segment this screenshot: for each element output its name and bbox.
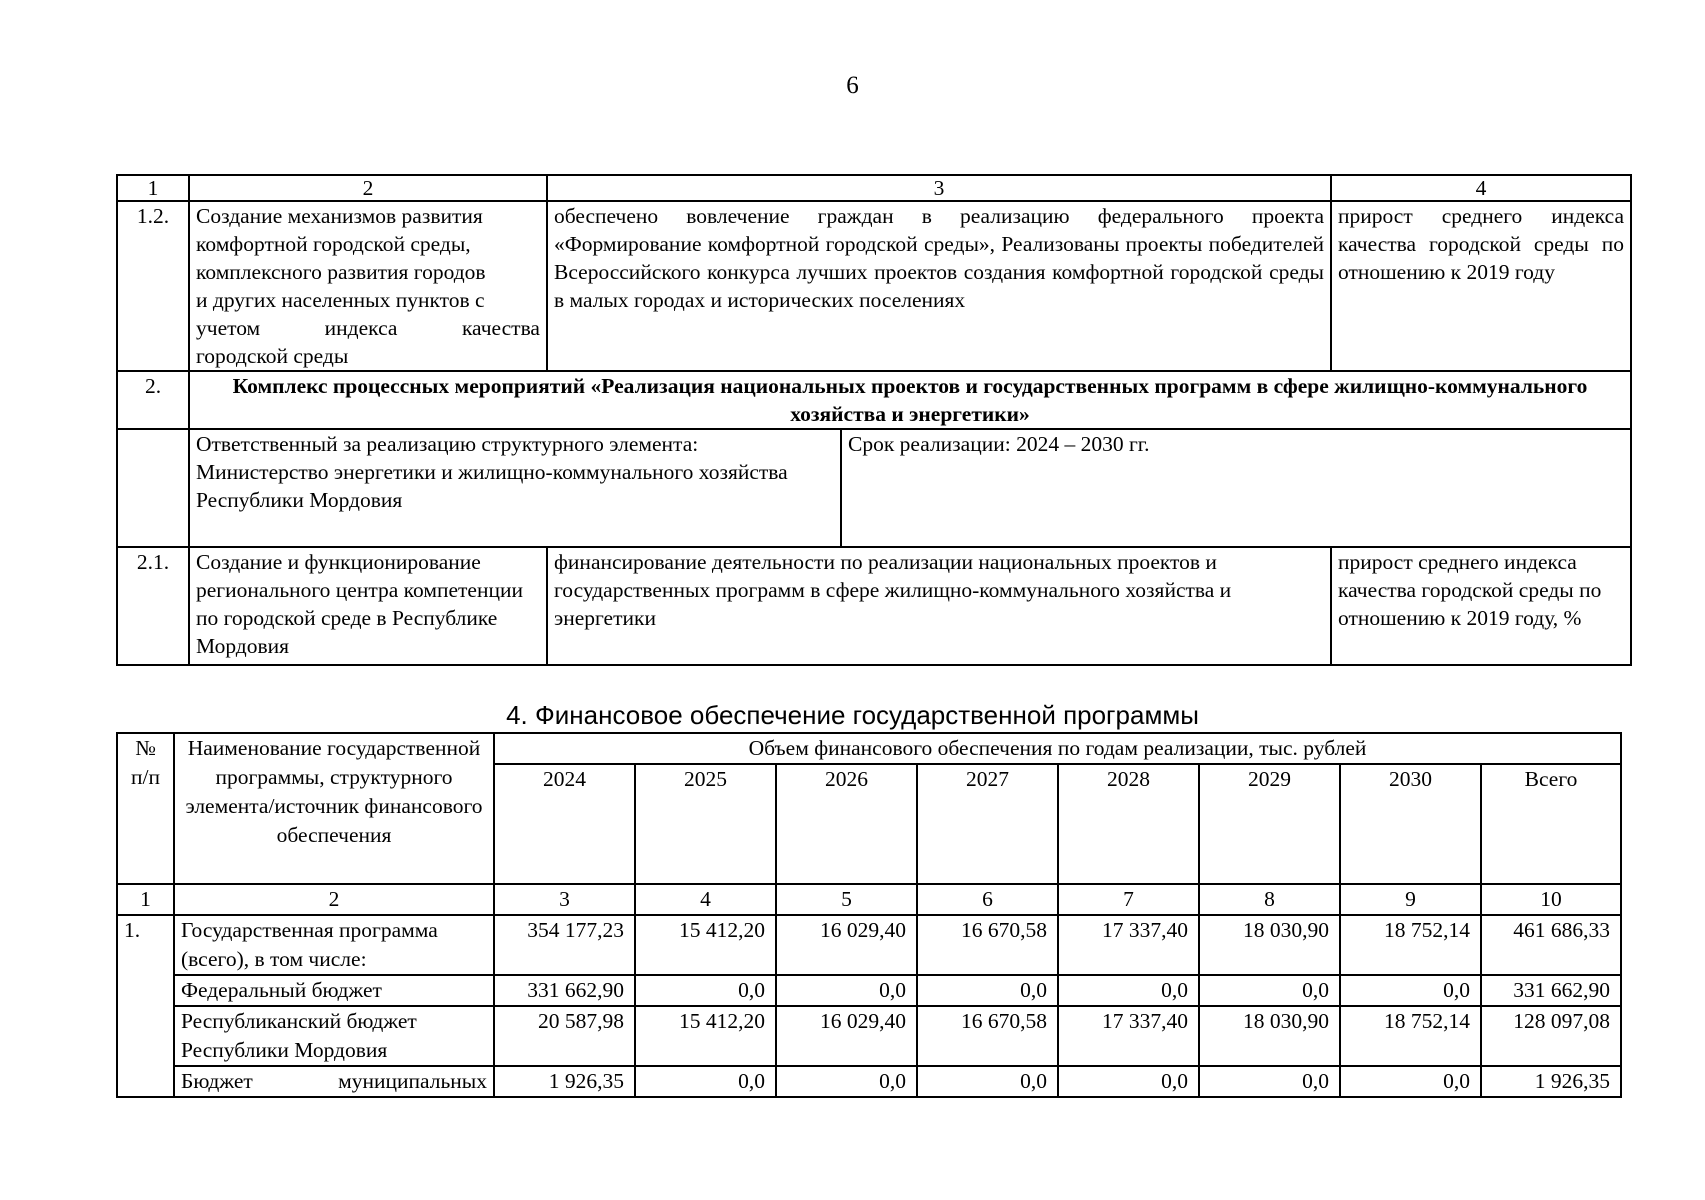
value-cell: 0,0: [635, 975, 776, 1006]
value-cell: 331 662,90: [1481, 975, 1621, 1006]
value-cell: 0,0: [1199, 1066, 1340, 1097]
row-name-word: Бюджет: [181, 1069, 253, 1093]
row-name: Федеральный бюджет: [174, 975, 494, 1006]
row-name: Государственная программа (всего), в том числе:: [174, 915, 494, 975]
row-name: [174, 1066, 494, 1097]
table-row: [117, 1066, 1621, 1097]
empty-cell: [117, 429, 189, 547]
value-cell: 1 926,35: [1481, 1066, 1621, 1097]
value-cell: 15 412,20: [635, 915, 776, 975]
value-cell: 0,0: [1340, 1066, 1481, 1097]
table-row: [117, 1006, 1621, 1066]
element-name: Создание и функционирование регионального центра компетенции по городской среде в Республике Мордовия: [189, 547, 547, 665]
value-cell: 0,0: [1058, 1066, 1199, 1097]
value-cell: 461 686,33: [1481, 915, 1621, 975]
financing-table: [116, 732, 1622, 1098]
header-cell: 1: [117, 175, 189, 201]
value-cell: 16 029,40: [776, 915, 917, 975]
table-row: [117, 915, 1621, 975]
year-header: 2024: [494, 764, 635, 884]
index-cell: 2: [174, 884, 494, 915]
value-cell: 15 412,20: [635, 1006, 776, 1066]
index-cell: 10: [1481, 884, 1621, 915]
row-number: 2.: [117, 371, 189, 429]
row-number: 2.1.: [117, 547, 189, 665]
value-cell: 17 337,40: [1058, 1006, 1199, 1066]
row-name-line: [181, 1067, 487, 1096]
index-cell: 5: [776, 884, 917, 915]
structure-table: [116, 174, 1632, 666]
value-cell: 354 177,23: [494, 915, 635, 975]
total-header: Всего: [1481, 764, 1621, 884]
expected-result: обеспечено вовлечение граждан в реализацию федерального проекта «Формирование комфортной городской среды», Реализованы проекты победителей Всероссийского конкурса лучших проектов создания комфортной городской среды в малых городах и исторических поселениях: [547, 201, 1331, 371]
name-line: городской среды: [196, 344, 349, 368]
value-cell: 16 029,40: [776, 1006, 917, 1066]
year-header: 2028: [1058, 764, 1199, 884]
name-line: и других населенных пунктов с: [196, 288, 485, 312]
value-cell: 18 752,14: [1340, 1006, 1481, 1066]
expected-result: финансирование деятельности по реализации национальных проектов и государственных программ в сфере жилищно-коммунального хозяйства и энергетики: [547, 547, 1331, 665]
year-header: 2029: [1199, 764, 1340, 884]
complex-title: Комплекс процессных мероприятий «Реализация национальных проектов и государственных программ в сфере жилищно-коммунального хозяйства и энергетики»: [189, 371, 1631, 429]
value-cell: 0,0: [917, 1066, 1058, 1097]
value-cell: 331 662,90: [494, 975, 635, 1006]
name-line: комфортной городской среды,: [196, 232, 471, 256]
year-header: 2026: [776, 764, 917, 884]
value-cell: 0,0: [1340, 975, 1481, 1006]
value-cell: 16 670,58: [917, 915, 1058, 975]
table-row: [117, 201, 1631, 371]
responsible-row: [117, 429, 1631, 547]
col-number-header: № п/п: [117, 733, 174, 884]
row-name-word: муниципальных: [338, 1069, 487, 1093]
header-cell: 2: [189, 175, 547, 201]
index-cell: 9: [1340, 884, 1481, 915]
value-cell: 0,0: [635, 1066, 776, 1097]
index-cell: 3: [494, 884, 635, 915]
col-name-header: Наименование государственной программы, структурного элемента/источник финансового обеспечения: [174, 733, 494, 884]
element-name: [189, 201, 547, 371]
value-cell: 18 030,90: [1199, 915, 1340, 975]
page-number: 6: [846, 72, 859, 99]
implementation-period: Срок реализации: 2024 – 2030 гг.: [841, 429, 1631, 547]
name-word: качества: [461, 316, 540, 340]
col-group-header: Объем финансового обеспечения по годам реализации, тыс. рублей: [494, 733, 1621, 764]
responsible: Ответственный за реализацию структурного элемента: Министерство энергетики и жилищно-коммунального хозяйства Республики Мордовия: [189, 429, 841, 547]
year-header: 2027: [917, 764, 1058, 884]
header-cell: 3: [547, 175, 1331, 201]
value-cell: 16 670,58: [917, 1006, 1058, 1066]
name-line: Создание механизмов развития: [196, 204, 483, 228]
name-word: индекса: [324, 316, 398, 340]
complex-row: [117, 371, 1631, 429]
value-cell: 17 337,40: [1058, 915, 1199, 975]
value-cell: 0,0: [776, 1066, 917, 1097]
value-cell: 18 030,90: [1199, 1006, 1340, 1066]
value-cell: 20 587,98: [494, 1006, 635, 1066]
value-cell: 18 752,14: [1340, 915, 1481, 975]
indicator: прирост среднего индекса качества городской среды по отношению к 2019 году: [1331, 201, 1631, 371]
table-row: [117, 547, 1631, 665]
index-cell: 4: [635, 884, 776, 915]
indicator: прирост среднего индекса качества городской среды по отношению к 2019 году, %: [1331, 547, 1631, 665]
index-cell: 8: [1199, 884, 1340, 915]
value-cell: 1 926,35: [494, 1066, 635, 1097]
index-cell: 7: [1058, 884, 1199, 915]
row-name: Республиканский бюджет Республики Мордовия: [174, 1006, 494, 1066]
value-cell: 0,0: [917, 975, 1058, 1006]
name-line: [196, 314, 540, 342]
header-cell: 4: [1331, 175, 1631, 201]
index-cell: 1: [117, 884, 174, 915]
table-header-row: [117, 175, 1631, 201]
table-header-row: [117, 733, 1621, 764]
name-word: учетом: [196, 316, 261, 340]
value-cell: 128 097,08: [1481, 1006, 1621, 1066]
row-number: 1.2.: [117, 201, 189, 371]
section-title: 4. Финансовое обеспечение государственной программы: [506, 700, 1199, 730]
value-cell: 0,0: [776, 975, 917, 1006]
index-row: [117, 884, 1621, 915]
value-cell: 0,0: [1058, 975, 1199, 1006]
year-header: 2025: [635, 764, 776, 884]
year-header: 2030: [1340, 764, 1481, 884]
row-number: 1.: [117, 915, 174, 1097]
index-cell: 6: [917, 884, 1058, 915]
value-cell: 0,0: [1199, 975, 1340, 1006]
name-line: комплексного развития городов: [196, 260, 486, 284]
table-row: [117, 975, 1621, 1006]
